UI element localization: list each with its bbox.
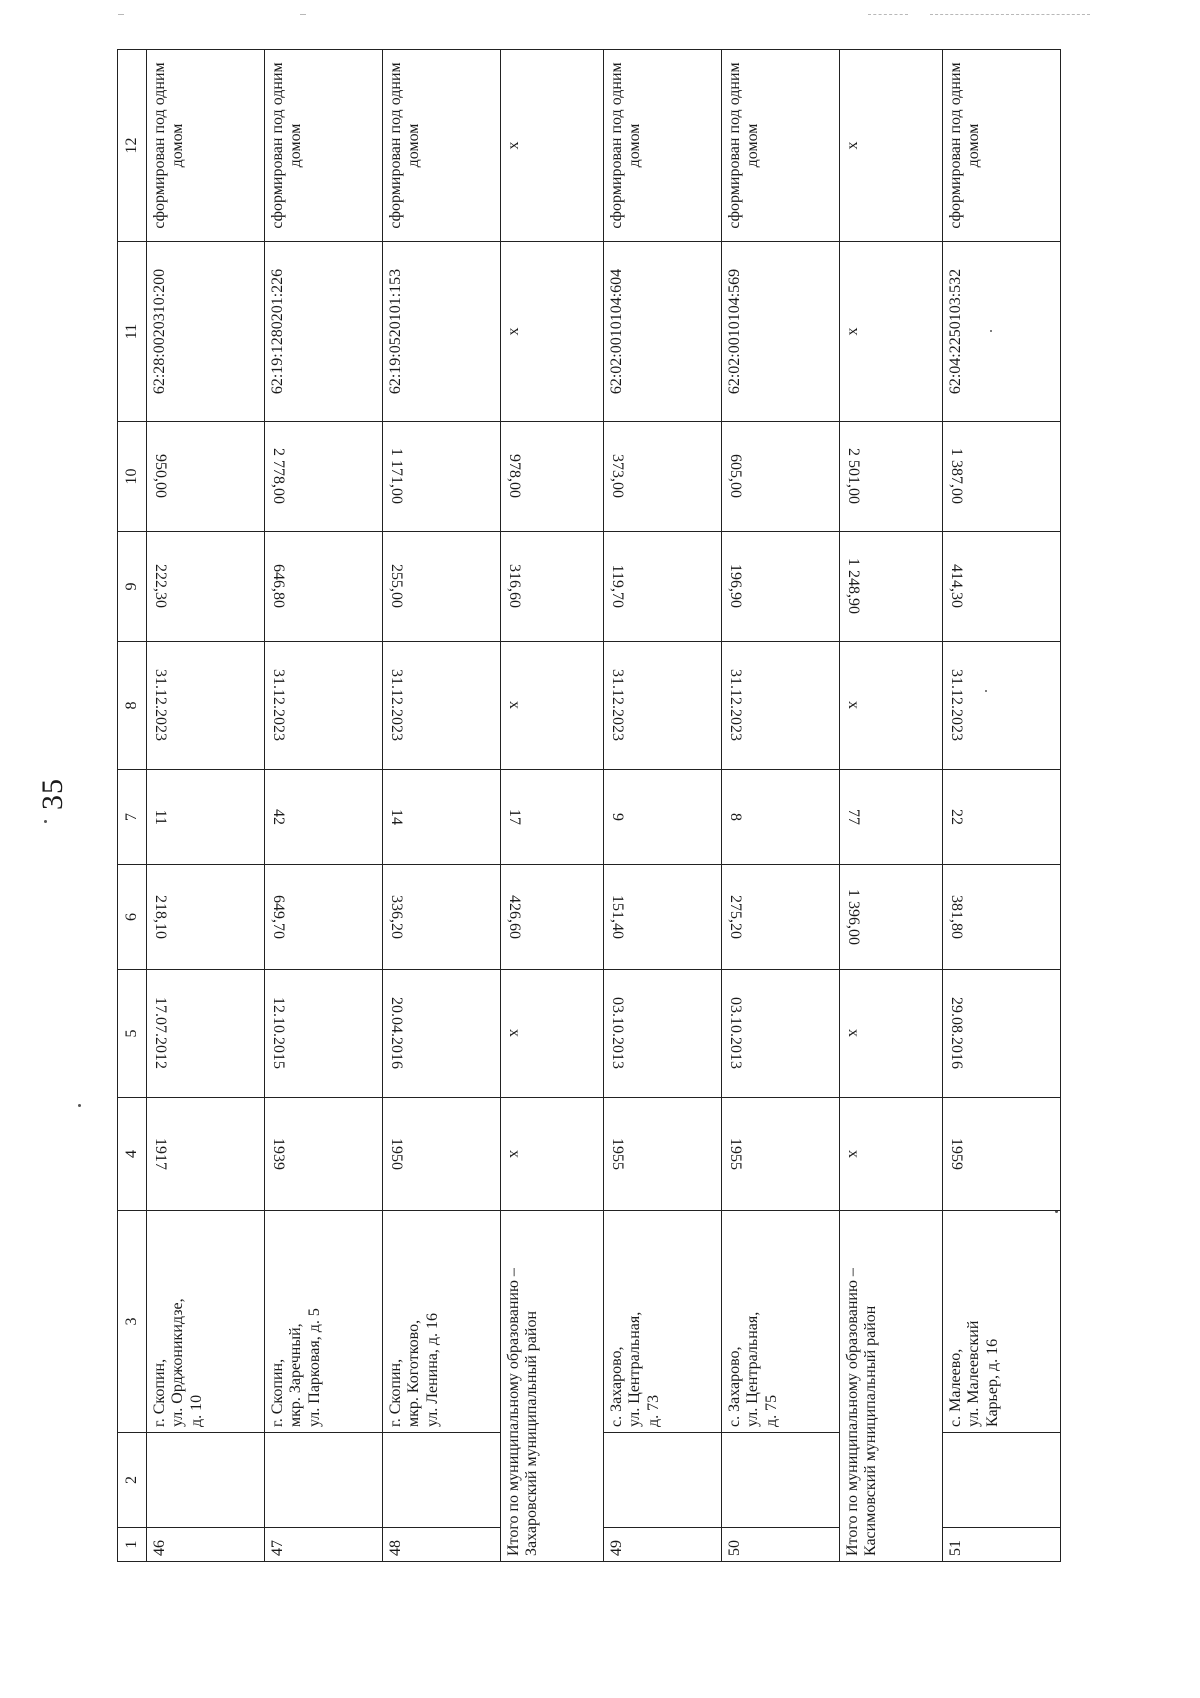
address-cell: г. Скопин, мкр. Заречный, ул. Парковая, д. 5 [264, 1211, 382, 1433]
living-area-cell: 646,80 [264, 532, 382, 642]
year-cell: х [839, 1098, 942, 1211]
address-cell: с. Захарово, ул. Центральная, д. 73 [603, 1211, 721, 1433]
page-number: 35 [36, 778, 69, 810]
residents-cell: 42 [264, 770, 382, 865]
living-area-cell: 414,30 [943, 532, 1061, 642]
column-header-9: 9 [118, 532, 147, 642]
col2-cell [264, 1433, 382, 1528]
column-header-4: 4 [118, 1098, 147, 1211]
residents-cell: 22 [943, 770, 1061, 865]
column-header-1: 1 [118, 1528, 147, 1562]
table-row [382, 50, 500, 1562]
year-cell: 1950 [382, 1098, 500, 1211]
table-row [264, 50, 382, 1562]
living-area-cell: 255,00 [382, 532, 500, 642]
living-area-cell: 316,60 [500, 532, 603, 642]
table-body [147, 50, 1061, 1562]
land-area-cell: 1 171,00 [382, 422, 500, 532]
note-cell: сформирован под одним домом [721, 50, 839, 242]
col2-cell [147, 1433, 265, 1528]
year-cell: 1955 [721, 1098, 839, 1211]
row-number-cell: 48 [382, 1528, 500, 1562]
cadastral-number-cell: 62:19:1280201:226 [264, 242, 382, 422]
cadastral-number-cell: 62:28:0020310:200 [147, 242, 265, 422]
column-header-12: 12 [118, 50, 147, 242]
date-cell: х [839, 970, 942, 1098]
area-cell: 426,60 [500, 865, 603, 970]
table-row [943, 50, 1061, 1562]
cadastral-number-cell: х [839, 242, 942, 422]
deadline-cell: 31.12.2023 [721, 642, 839, 770]
land-area-cell: 950,00 [147, 422, 265, 532]
area-cell: 218,10 [147, 865, 265, 970]
table-row [147, 50, 265, 1562]
land-area-cell: 605,00 [721, 422, 839, 532]
cadastral-number-cell: 62:02:0010104:604 [603, 242, 721, 422]
deadline-cell: 31.12.2023 [943, 642, 1061, 770]
column-header-7: 7 [118, 770, 147, 865]
area-cell: 275,20 [721, 865, 839, 970]
date-cell: 03.10.2013 [721, 970, 839, 1098]
row-number-cell: 49 [603, 1528, 721, 1562]
table-row [721, 50, 839, 1562]
area-cell: 1 396,00 [839, 865, 942, 970]
scan-speck [44, 820, 47, 823]
residents-cell: 11 [147, 770, 265, 865]
note-cell: сформирован под одним домом [943, 50, 1061, 242]
date-cell: 29.08.2016 [943, 970, 1061, 1098]
address-cell: г. Скопин, ул. Орджоникидзе, д. 10 [147, 1211, 265, 1433]
residents-cell: 17 [500, 770, 603, 865]
deadline-cell: 31.12.2023 [147, 642, 265, 770]
row-number-cell: 46 [147, 1528, 265, 1562]
cadastral-number-cell: х [500, 242, 603, 422]
column-header-2: 2 [118, 1433, 147, 1528]
area-cell: 151,40 [603, 865, 721, 970]
date-cell: 20.04.2016 [382, 970, 500, 1098]
table-row [603, 50, 721, 1562]
living-area-cell: 1 248,90 [839, 532, 942, 642]
living-area-cell: 119,70 [603, 532, 721, 642]
column-header-6: 6 [118, 865, 147, 970]
column-header-3: 3 [118, 1211, 147, 1433]
col2-cell [603, 1433, 721, 1528]
cadastral-number-cell: 62:19:0520101:153 [382, 242, 500, 422]
year-cell: 1959 [943, 1098, 1061, 1211]
col2-cell [382, 1433, 500, 1528]
column-header-10: 10 [118, 422, 147, 532]
subtotal-label-cell: Итого по муниципальному образованию – Касимовский муниципальный район [839, 1211, 942, 1562]
date-cell: 12.10.2015 [264, 970, 382, 1098]
address-cell: с. Малеево, ул. Малеевский Карьер, д. 16 [943, 1211, 1061, 1433]
deadline-cell: 31.12.2023 [382, 642, 500, 770]
date-cell: х [500, 970, 603, 1098]
scan-speck [78, 1104, 81, 1107]
area-cell: 649,70 [264, 865, 382, 970]
data-table [117, 49, 1061, 1562]
row-number-cell: 51 [943, 1528, 1061, 1562]
land-area-cell: 373,00 [603, 422, 721, 532]
deadline-cell: 31.12.2023 [603, 642, 721, 770]
subtotal-row [839, 50, 942, 1562]
year-cell: 1955 [603, 1098, 721, 1211]
land-area-cell: 2 501,00 [839, 422, 942, 532]
subtotal-row [500, 50, 603, 1562]
row-number-cell: 47 [264, 1528, 382, 1562]
date-cell: 03.10.2013 [603, 970, 721, 1098]
subtotal-label-cell: Итого по муниципальному образованию – Захаровский муниципальный район [500, 1211, 603, 1562]
area-cell: 336,20 [382, 865, 500, 970]
column-header-5: 5 [118, 970, 147, 1098]
residents-cell: 77 [839, 770, 942, 865]
residents-cell: 9 [603, 770, 721, 865]
scan-artifact [868, 14, 908, 16]
deadline-cell: 31.12.2023 [264, 642, 382, 770]
land-area-cell: 978,00 [500, 422, 603, 532]
residents-cell: 14 [382, 770, 500, 865]
column-header-11: 11 [118, 242, 147, 422]
row-number-cell: 50 [721, 1528, 839, 1562]
address-cell: с. Захарово, ул. Центральная, д. 75 [721, 1211, 839, 1433]
cadastral-number-cell: 62:04:2250103:532 [943, 242, 1061, 422]
scan-artifact [930, 14, 1090, 16]
address-cell: г. Скопин, мкр. Коготково, ул. Ленина, д. 16 [382, 1211, 500, 1433]
land-area-cell: 1 387,00 [943, 422, 1061, 532]
column-header-8: 8 [118, 642, 147, 770]
year-cell: х [500, 1098, 603, 1211]
deadline-cell: х [500, 642, 603, 770]
living-area-cell: 222,30 [147, 532, 265, 642]
area-cell: 381,80 [943, 865, 1061, 970]
cadastral-number-cell: 62:02:0010104:569 [721, 242, 839, 422]
note-cell: сформирован под одним домом [264, 50, 382, 242]
housing-table [117, 50, 1061, 1562]
year-cell: 1939 [264, 1098, 382, 1211]
note-cell: х [839, 50, 942, 242]
deadline-cell: х [839, 642, 942, 770]
year-cell: 1917 [147, 1098, 265, 1211]
note-cell: х [500, 50, 603, 242]
scan-artifact [300, 14, 306, 16]
living-area-cell: 196,90 [721, 532, 839, 642]
note-cell: сформирован под одним домом [147, 50, 265, 242]
date-cell: 17.07.2012 [147, 970, 265, 1098]
residents-cell: 8 [721, 770, 839, 865]
col2-cell [721, 1433, 839, 1528]
scan-artifact [118, 14, 124, 16]
note-cell: сформирован под одним домом [382, 50, 500, 242]
header-row [118, 50, 147, 1562]
note-cell: сформирован под одним домом [603, 50, 721, 242]
col2-cell [943, 1433, 1061, 1528]
land-area-cell: 2 778,00 [264, 422, 382, 532]
